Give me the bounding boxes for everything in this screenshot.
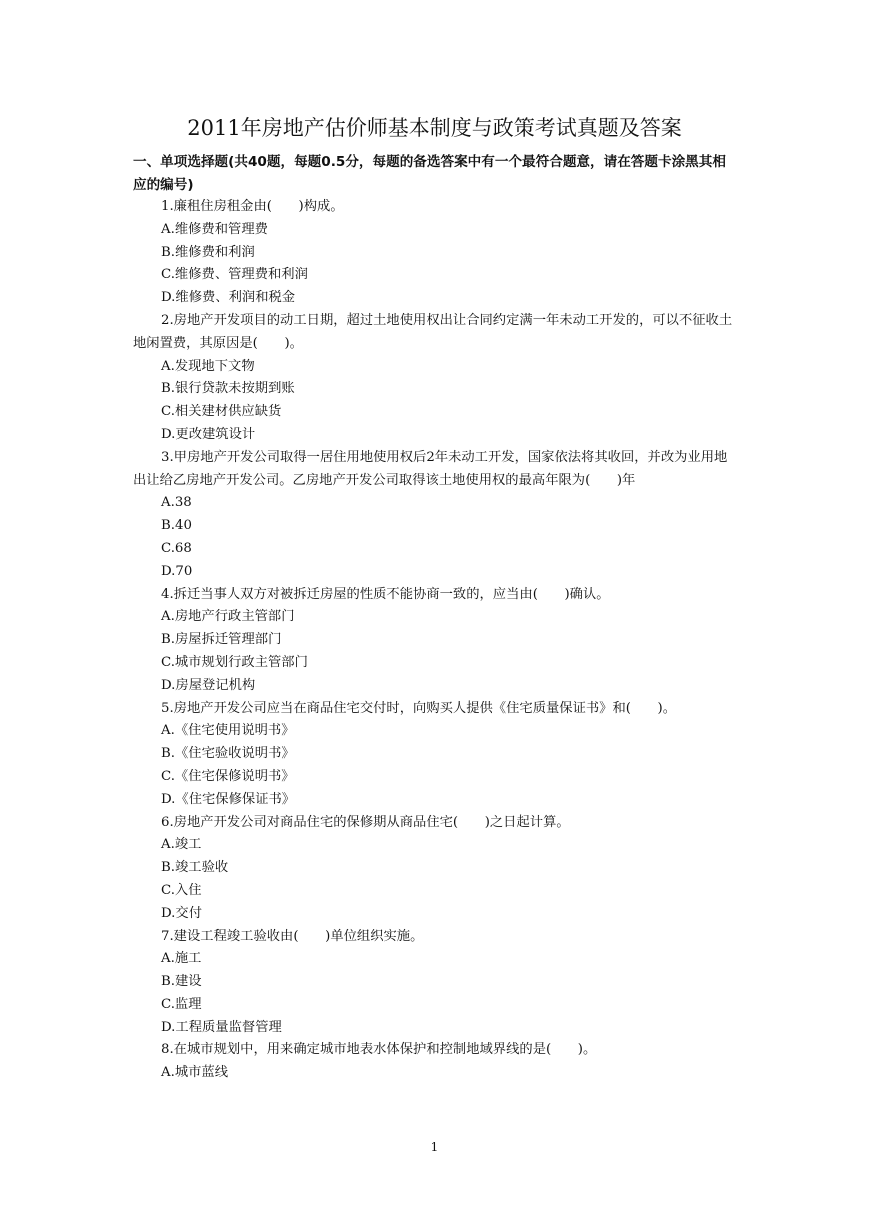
section-heading: 一、单项选择题(共40题，每题0.5分，每题的备选答案中有一个最符合题意，请在答题卡涂黑其相应的编号)	[133, 154, 726, 193]
question-option: A.38	[161, 495, 192, 511]
question-option: C.城市规划行政主管部门	[161, 654, 308, 670]
question-option: B.维修费和利润	[161, 244, 255, 260]
question-stem: 7.建设工程竣工验收由( )单位组织实施。	[161, 928, 424, 944]
question-option: D.工程质量监督管理	[161, 1019, 282, 1035]
document-title: 2011年房地产估价师基本制度与政策考试真题及答案	[187, 116, 682, 140]
question-list	[133, 196, 740, 1085]
question-option: C.入住	[161, 882, 202, 898]
question-stem: 6.房地产开发公司对商品住宅的保修期从商品住宅( )之日起计算。	[161, 814, 570, 830]
question-stem: 3.甲房地产开发公司取得一居住用地使用权后2年未动工开发，国家依法将其收回，并改为业用地出让给乙房地产开发公司。乙房地产开发公司取得该土地使用权的最高年限为( )年	[133, 449, 728, 488]
question-stem: 2.房地产开发项目的动工日期，超过土地使用权出让合同约定满一年未动工开发的，可以不征收土地闲置费，其原因是( )。	[133, 312, 733, 351]
question-option: A.施工	[161, 951, 202, 967]
question-option: D.维修费、利润和税金	[161, 290, 296, 306]
question-option: C.68	[161, 540, 192, 556]
question-option: A.《住宅使用说明书》	[161, 723, 295, 739]
question-option: B.房屋拆迁管理部门	[161, 632, 282, 648]
question-option: A.维修费和管理费	[161, 221, 268, 237]
question-option: A.发现地下文物	[161, 358, 255, 374]
question-stem: 8.在城市规划中，用来确定城市地表水体保护和控制地域界线的是( )。	[161, 1042, 597, 1058]
question-option: C.维修费、管理费和利润	[161, 267, 308, 283]
question-option: D.70	[161, 563, 193, 579]
question-option: B.建设	[161, 974, 202, 990]
question-option: A.房地产行政主管部门	[161, 609, 295, 625]
question-option: D.房屋登记机构	[161, 677, 256, 693]
question-option: B.银行贷款未按期到账	[161, 381, 295, 397]
question-option: D.《住宅保修保证书》	[161, 791, 296, 807]
question-option: A.竣工	[161, 837, 202, 853]
page-number: 1	[430, 1140, 439, 1154]
question-option: A.城市蓝线	[161, 1065, 229, 1081]
question-option: D.更改建筑设计	[161, 426, 256, 442]
question-option: C.《住宅保修说明书》	[161, 768, 295, 784]
question-option: C.相关建材供应缺货	[161, 404, 282, 420]
question-option: C.监理	[161, 996, 202, 1012]
question-stem: 5.房地产开发公司应当在商品住宅交付时，向购买人提供《住宅质量保证书》和( )。	[161, 700, 677, 716]
question-stem: 1.廉租住房租金由( )构成。	[161, 199, 344, 214]
question-stem: 4.拆迁当事人双方对被拆迁房屋的性质不能协商一致的，应当由( )确认。	[161, 586, 610, 602]
question-option: B.40	[161, 518, 192, 534]
question-option: B.《住宅验收说明书》	[161, 746, 295, 762]
question-option: D.交付	[161, 905, 203, 921]
question-option: B.竣工验收	[161, 860, 229, 876]
